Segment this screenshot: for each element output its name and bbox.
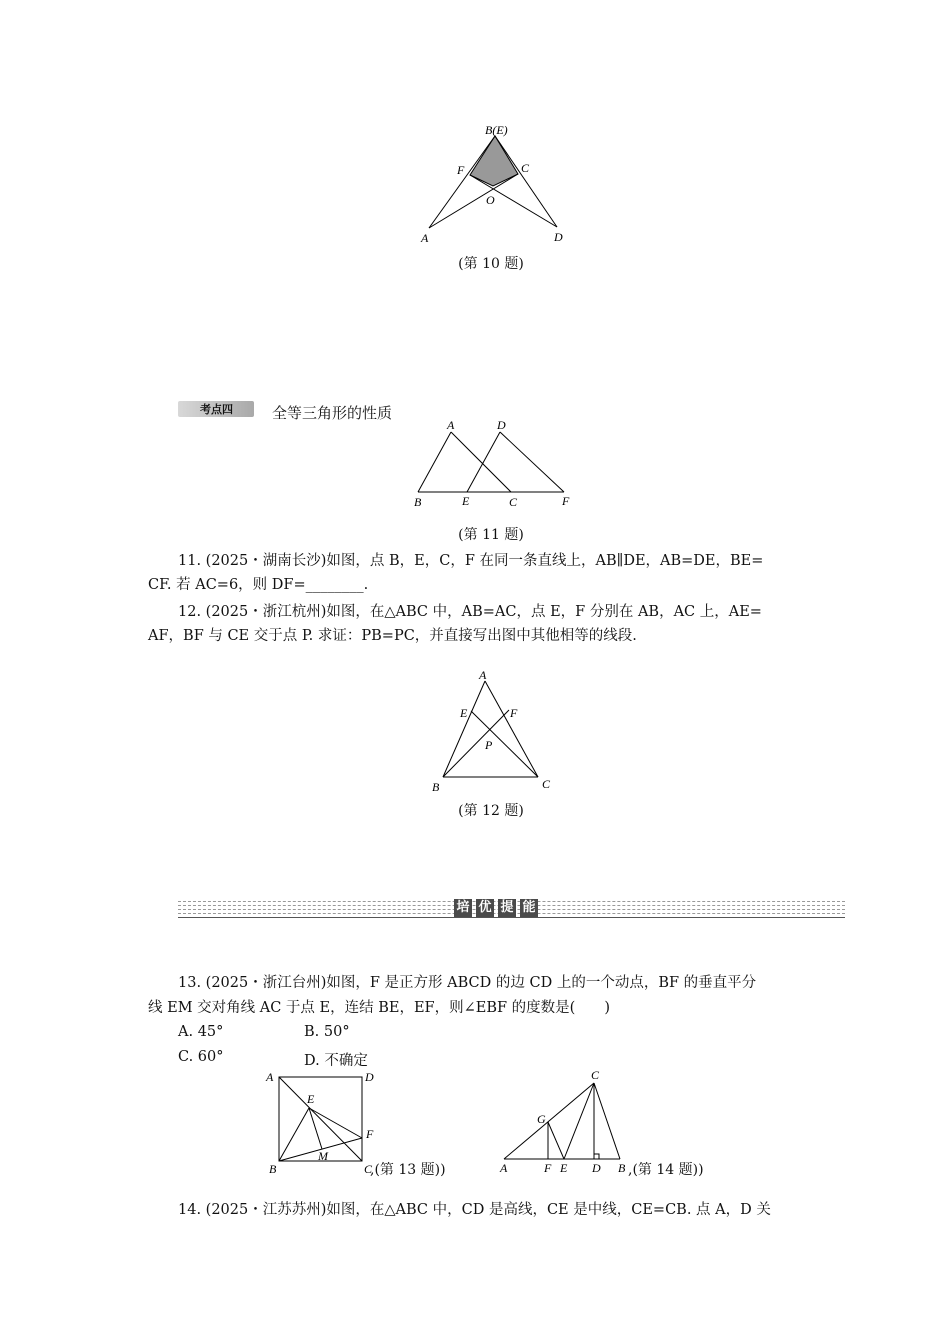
segment-ac: [485, 681, 538, 777]
label-be: B(E): [485, 123, 508, 137]
label-b: B: [432, 780, 440, 794]
label-d: D: [592, 1161, 601, 1175]
segment-ed: [495, 136, 557, 227]
segment-ge: [548, 1122, 564, 1159]
segment-bf: [443, 710, 509, 777]
question-11-line1: 11. (2025・湖南长沙)如图，点 B，E，C，F 在同一条直线上，AB∥DE，AB=DE，BE=: [178, 553, 764, 569]
label-b: B: [414, 495, 422, 509]
segment-ac: [504, 1083, 594, 1159]
label-c: C: [591, 1068, 600, 1082]
figure-14: [494, 1065, 634, 1175]
question-13-line1: 13. (2025・浙江台州)如图，F 是正方形 ABCD 的边 CD 上的一个动点，BF 的垂直平分: [178, 975, 757, 991]
segment-df: [500, 432, 564, 492]
figure-12-caption: (第 12 题): [458, 803, 524, 819]
label-f: F: [366, 1127, 374, 1141]
label-a: A: [447, 418, 455, 432]
label-a: A: [479, 668, 487, 682]
label-f: F: [562, 494, 570, 508]
banner-char-1: 培: [454, 899, 472, 917]
label-e: E: [307, 1092, 315, 1106]
label-d: D: [554, 230, 563, 244]
question-13-line2: 线 EM 交对角线 AC 于点 E，连结 BE，EF，则∠EBF 的度数是( ): [148, 1000, 610, 1016]
label-p: P: [485, 738, 493, 752]
label-d: D: [497, 418, 506, 432]
banner-line-5: [178, 917, 845, 918]
label-c: C: [542, 777, 551, 791]
banner-char-2: 优: [476, 899, 494, 917]
label-d: D: [365, 1070, 374, 1084]
label-b: B: [269, 1162, 277, 1175]
label-f: F: [544, 1161, 552, 1175]
banner-char-4: 能: [520, 899, 538, 917]
figure-11: [405, 418, 585, 514]
option-c: C. 60°: [178, 1049, 224, 1065]
option-a: A. 45°: [178, 1024, 224, 1040]
label-e: E: [462, 494, 470, 508]
segment-be: [279, 1108, 309, 1161]
figure-11-caption: (第 11 题): [458, 527, 524, 543]
figure-14-caption: ,(第 14 题)): [628, 1162, 704, 1178]
label-g: G: [537, 1112, 546, 1126]
segment-ba: [418, 432, 451, 492]
figure-10-caption: (第 10 题): [458, 256, 524, 272]
label-c: C: [364, 1162, 373, 1175]
label-m: M: [318, 1149, 328, 1163]
segment-ac: [451, 432, 511, 492]
segment-ac: [429, 174, 518, 228]
segment-ce: [471, 711, 538, 777]
label-a: A: [500, 1161, 508, 1175]
figure-10: [415, 118, 585, 248]
section-title: 全等三角形的性质: [272, 404, 393, 422]
section-badge-label: 考点四: [200, 403, 233, 416]
question-12-line1: 12. (2025・浙江杭州)如图，在△ABC 中，AB=AC，点 E，F 分别在 AB，AC 上，AE=: [178, 604, 762, 620]
banner-char-3: 提: [498, 899, 516, 917]
option-d: D. 不确定: [304, 1053, 368, 1069]
label-a: A: [266, 1070, 274, 1084]
banner-title: [454, 899, 538, 917]
label-f: F: [510, 706, 518, 720]
section-badge: [178, 401, 254, 417]
label-e: E: [560, 1161, 568, 1175]
question-14-line1: 14. (2025・江苏苏州)如图，在△ABC 中，CD 是高线，CE 是中线，CE=CB. 点 A，D 关: [178, 1202, 771, 1218]
label-b: B: [618, 1161, 626, 1175]
segment-ed: [467, 432, 500, 492]
label-c: C: [509, 495, 518, 509]
question-11-line2: CF. 若 AC=6，则 DF=________.: [148, 577, 369, 593]
question-12-line2: AF，BF 与 CE 交于点 P. 求证：PB=PC，并直接写出图中其他相等的线段.: [148, 628, 637, 644]
figure-13-caption: ,(第 13 题)): [370, 1162, 446, 1178]
segment-cb: [594, 1083, 620, 1159]
option-b: B. 50°: [304, 1024, 350, 1040]
segment-ce: [564, 1083, 594, 1159]
label-c: C: [521, 161, 530, 175]
label-f: F: [457, 163, 465, 177]
segment-ab: [443, 681, 485, 777]
segment-fd: [470, 175, 557, 227]
label-a: A: [421, 231, 429, 245]
right-angle-mark: [594, 1154, 599, 1159]
label-e: E: [460, 706, 468, 720]
label-o: O: [486, 193, 495, 207]
figure-12: [425, 665, 565, 795]
figure-13: [260, 1065, 380, 1175]
